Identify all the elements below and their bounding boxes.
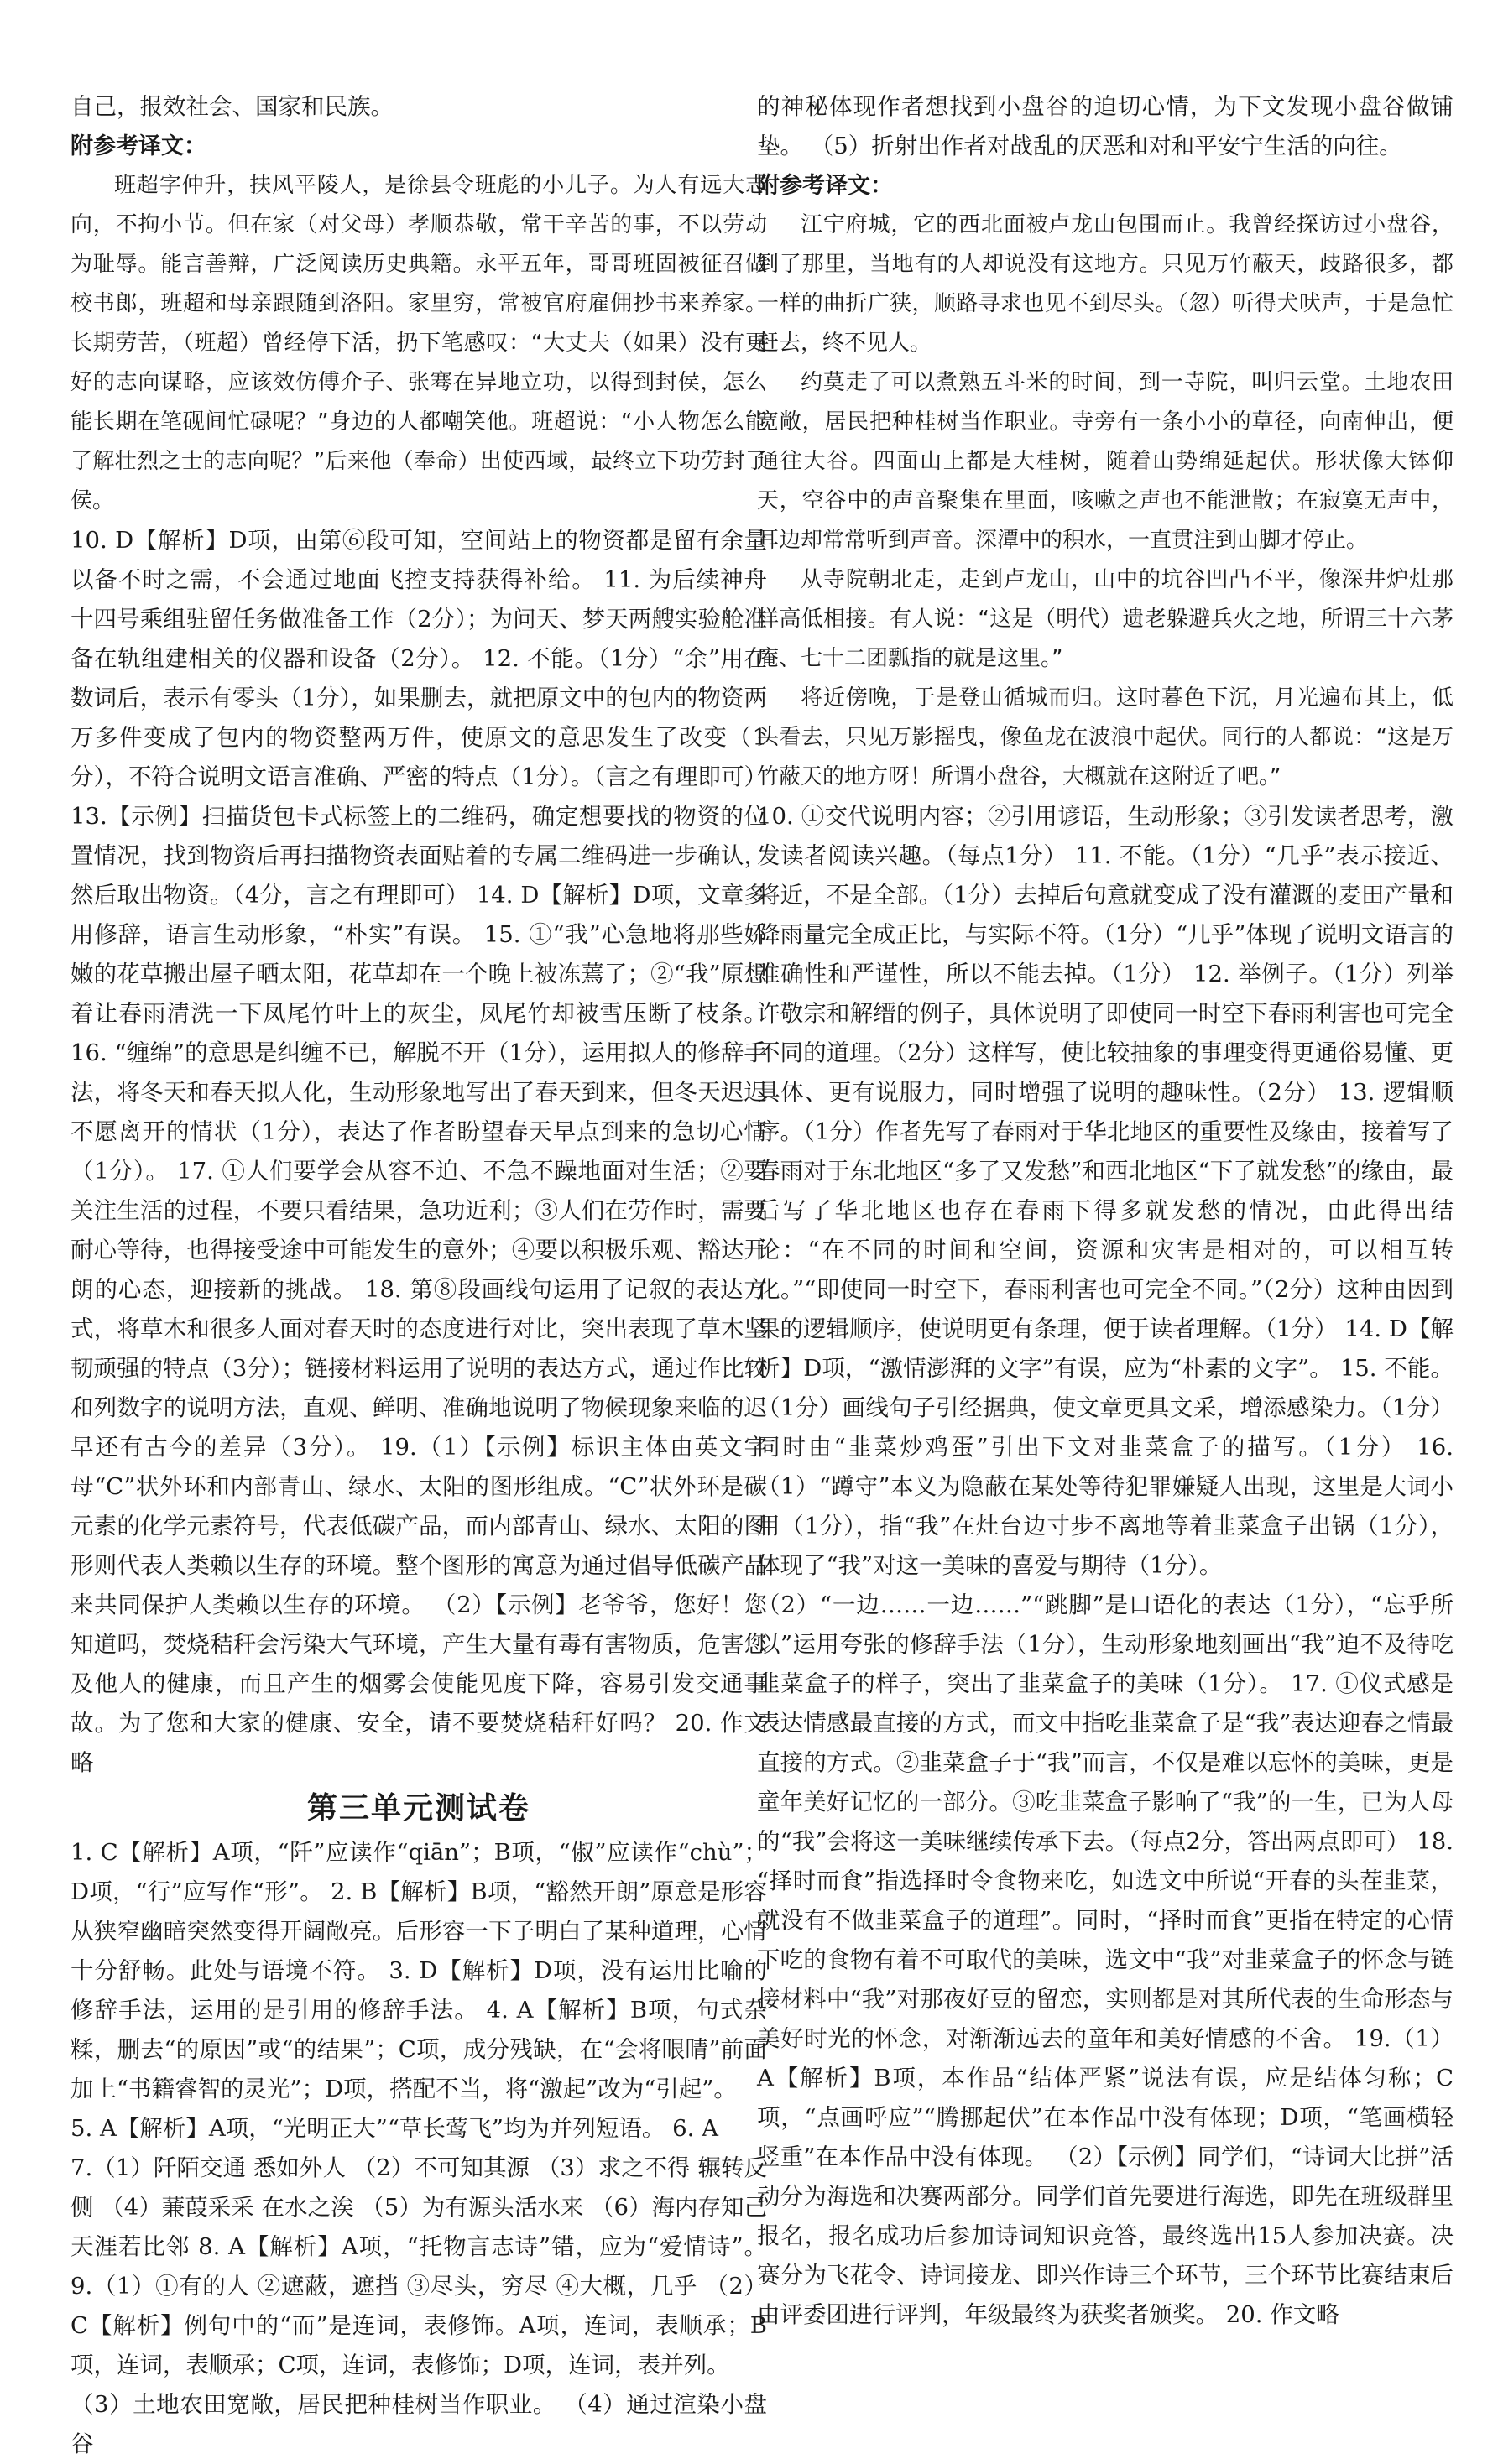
right-answers-16-20: （2）“一边……一边……”“跳脚”是口语化的表达（1分），“忘乎所以”运用夸张的修辞手法（1分），生动形象地刻画出“我”迫不及待吃韭菜盒子的样子，突出了韭菜盒子的美味（1分）。 17. ①仪式感是表达情感最直接的方式，而文中指吃韭菜盒子是“我”表达迎春之情最直接的方式。②韭菜盒子于“我”而言，不仅是难以忘怀的美味，更是童年美好记忆的一部分。③吃韭菜盒子影响了“我”的一生，已为人母的“我”会将这一美味继续传承下去。（每点2分，答出两点即可） 18. “择时而食”指选择时令食物来吃，如选文中所说“开春的头茬韭菜，就没有不做韭菜盒子的道理”。同时，“择时而食”更指在特定的心情下吃的食物有着不可取代的美味，选文中“我”对韭菜盒子的怀念与链接材料中“我”对那夜好豆的留恋，实则都是对其所代表的生命形态与美好时光的怀念，对渐渐远去的童年和美好情感的不舍。 19.（1）A【解析】B项，本作品“结体严紧”说法有误，应是结体匀称；C项，“点画呼应”“腾挪起伏”在本作品中没有体现；D项，“笔画横轻竖重”在本作品中没有体现。 （2）【示例】同学们，“诗词大比拼”活动分为海选和决赛两部分。同学们首先要进行海选，即先在班级群里报名，报名成功后参加诗词知识竞答，最终选出15人参加决赛。决赛分为飞花令、诗词接龙、即兴作诗三个环节，三个环节比赛结束后由评委团进行评判，年级最终为获奖者颁奖。 20. 作文略 bbox=[757, 1591, 1454, 2328]
right-translation-para-4: 将近傍晚，于是登山循城而归。这时暮色下沉，月光遍布其上，低头看去，只见万影摇曳，像鱼龙在波浪中起伏。同行的人都说：“这是万竹蔽天的地方呀！所谓小盘谷，大概就在这附近了吧。” bbox=[757, 685, 1454, 789]
left-translation-text: 班超字仲升，扶风平陵人，是徐县令班彪的小儿子。为人有远大志向，不拘小节。但在家（对父母）孝顺恭敬，常干辛苦的事，不以劳动为耻辱。能言善辩，广泛阅读历史典籍。永平五年，哥哥班固被征召做校书郎，班超和母亲跟随到洛阳。家里穷，常被官府雇佣抄书来养家。长期劳苦，（班超）曾经停下活，扔下笔感叹：“大丈夫（如果）没有更好的志向谋略，应该效仿傅介子、张骞在异地立功，以得到封侯，怎么能长期在笔砚间忙碌呢？”身边的人都嘲笑他。班超说：“小人物怎么能了解壮烈之士的志向呢？”后来他（奉命）出使西域，最终立下功劳封了侯。 bbox=[70, 173, 767, 513]
right-continuation: 的神秘体现作者想找到小盘谷的迫切心情，为下文发现小盘谷做铺垫。 （5）折射出作者对战乱的厌恶和对和平安宁生活的向往。 bbox=[757, 93, 1454, 159]
section-title-unit3: 第三单元测试卷 bbox=[306, 1791, 530, 1826]
left-answers-unit2: 10. D【解析】D项，由第⑥段可知，空间站上的物资都是留有余量以备不时之需，不会通过地面飞控支持获得补给。 11. 为后续神舟十四号乘组驻留任务做准备工作（2分）；为问天、梦天两艘实验舱准备在轨组建相关的仪器和设备（2分）。 12. 不能。（1分）“余”用在数词后，表示有零头（1分），如果删去，就把原文中的包内的物资两万多件变成了包内的物资整两万件，使原文的意思发生了改变（1分），不符合说明文语言准确、严密的特点（1分）。（言之有理即可） 13.【示例】扫描货包卡式标签上的二维码，确定想要找的物资的位置情况，找到物资后再扫描物资表面贴着的专属二维码进一步确认，然后取出物资。（4分，言之有理即可） 14. D【解析】D项，文章多用修辞，语言生动形象，“朴实”有误。 15. ①“我”心急地将那些娇嫩的花草搬出屋子晒太阳，花草却在一个晚上被冻蔫了；②“我”原想着让春雨清洗一下凤尾竹叶上的灰尘，凤尾竹却被雪压断了枝条。 16. “缠绵”的意思是纠缠不已，解脱不开（1分），运用拟人的修辞手法，将冬天和春天拟人化，生动形象地写出了春天到来，但冬天迟迟不愿离开的情状（1分），表达了作者盼望春天早点到来的急切心情（1分）。 17. ①人们要学会从容不迫、不急不躁地面对生活；②要关注生活的过程，不要只看结果，急功近利；③人们在劳作时，需要耐心等待，也得接受途中可能发生的意外；④要以积极乐观、豁达开朗的心态，迎接新的挑战。 18. 第⑧段画线句运用了记叙的表达方式，将草木和很多人面对春天时的态度进行对比，突出表现了草木坚韧顽强的特点（3分）；链接材料运用了说明的表达方式，通过作比较和列数字的说明方法，直观、鲜明、准确地说明了物候现象来临的迟早还有古今的差异（3分）。 19.（1）【示例】标识主体由英文字母“C”状外环和内部青山、绿水、太阳的图形组成。“C”状外环是碳元素的化学元素符号，代表低碳产品，而内部青山、绿水、太阳的图形则代表人类赖以生存的环境。整个图形的寓意为通过倡导低碳产品来共同保护人类赖以生存的环境。 （2）【示例】老爷爷，您好！您知道吗，焚烧秸秆会污染大气环境，产生大量有毒有害物质，危害您及他人的健康，而且产生的烟雾会使能见度下降，容易引发交通事故。为了您和大家的健康、安全，请不要焚烧秸秆好吗？ 20. 作文略 bbox=[70, 527, 767, 1776]
right-translation-para-1: 江宁府城，它的西北面被卢龙山包围而止。我曾经探访过小盘谷，到了那里，当地有的人却说没有这地方。只见万竹蔽天，歧路很多，都一样的曲折广狭，顺路寻求也见不到尽头。（忽）听得犬吠声，于是急忙赶去，终不见人。 bbox=[757, 212, 1454, 356]
left-column bbox=[70, 87, 767, 2464]
right-translation-heading: 附参考译文： bbox=[757, 173, 893, 199]
right-translation-para-2: 约莫走了可以煮熟五斗米的时间，到一寺院，叫归云堂。土地农田宽敞，居民把种桂树当作职业。寺旁有一条小小的草径，向南伸出，便通往大谷。四面山上都是大桂树，随着山势绵延起伏。形状像大钵仰天，空谷中的声音聚集在里面，咳嗽之声也不能泄散；在寂寞无声中，耳边却常常听到声音。深潭中的积水，一直贯注到山脚才停止。 bbox=[757, 370, 1454, 553]
left-translation-heading: 附参考译文： bbox=[70, 133, 206, 159]
right-translation-para-3: 从寺院朝北走，走到卢龙山，山中的坑谷凹凸不平，像深井炉灶那样高低相接。有人说：“这是（明代）遗老躲避兵火之地，所谓三十六茅庵、七十二团瓢指的就是这里。” bbox=[757, 567, 1454, 671]
left-continuation: 自己，报效社会、国家和民族。 bbox=[70, 93, 394, 120]
right-column bbox=[757, 87, 1454, 2335]
left-answers-5-6: 5. A【解析】A项，“光明正大”“草长莺飞”均为并列短语。 6. A bbox=[70, 2115, 719, 2142]
left-answers-9-3: （3）土地农田宽敞，居民把种桂树当作职业。 （4）通过渲染小盘谷 bbox=[70, 2391, 767, 2457]
left-answers-1-4: 1. C【解析】A项，“阡”应读作“qiān”；B项，“俶”应读作“chù”；D项，“行”应写作“形”。 2. B【解析】B项，“豁然开朗”原意是形容从狭窄幽暗突然变得开阔敞亮。后形容一下子明白了某种道理，心情十分舒畅。此处与语境不符。 3. D【解析】D项，没有运用比喻的修辞手法，运用的是引用的修辞手法。 4. A【解析】B项，句式杂糅，删去“的原因”或“的结果”；C项，成分残缺，在“会将眼睛”前面加上“书籍睿智的灵光”；D项，搭配不当，将“激起”改为“引起”。 bbox=[70, 1839, 767, 2102]
left-answers-7-9: 7.（1）阡陌交通 悉如外人 （2）不可知其源 （3）求之不得 辗转反侧 （4）蒹葭采采 在水之涘 （5）为有源头活水来 （6）海内存知己 天涯若比邻 8. A【解析】A项，“托物言志诗”错，应为“爱情诗”。 9.（1）①有的人 ②遮蔽，遮挡 ③尽头，穷尽 ④大概，几乎 （2）C【解析】例句中的“而”是连词，表修饰。A项，连词，表顺承；B项，连词，表顺承；C项，连词，表修饰；D项，连词，表并列。 bbox=[70, 2154, 767, 2378]
right-answers-10-16: 10. ①交代说明内容；②引用谚语，生动形象；③引发读者思考，激发读者阅读兴趣。（每点1分） 11. 不能。（1分）“几乎”表示接近、将近，不是全部。（1分）去掉后句意就变成了没有灌溉的麦田产量和降雨量完全成正比，与实际不符。（1分）“几乎”体现了说明文语言的准确性和严谨性，所以不能去掉。（1分） 12. 举例子。（1分）列举许敬宗和解缙的例子，具体说明了即使同一时空下春雨利害也可完全不同的道理。（2分）这样写，使比较抽象的事理变得更通俗易懂、更具体、更有说服力，同时增强了说明的趣味性。（2分） 13. 逻辑顺序。（1分）作者先写了春雨对于华北地区的重要性及缘由，接着写了春雨对于东北地区“多了又发愁”和西北地区“下了就发愁”的缘由，最后写了华北地区也存在春雨下得多就发愁的情况，由此得出结论：“在不同的时间和空间，资源和灾害是相对的，可以相互转化。”“即使同一时空下，春雨利害也可完全不同。”（2分）这种由因到果的逻辑顺序，使说明更有条理，便于读者理解。（1分） 14. D【解析】D项，“激情澎湃的文字”有误，应为“朴素的文字”。 15. 不能。（1分）画线句子引经据典，使文章更具文采，增添感染力。（1分）同时由“韭菜炒鸡蛋”引出下文对韭菜盒子的描写。（1分） 16.（1）“蹲守”本义为隐蔽在某处等待犯罪嫌疑人出现，这里是大词小用（1分），指“我”在灶台边寸步不离地等着韭菜盒子出锅（1分），体现了“我”对这一美味的喜爱与期待（1分）。 bbox=[757, 803, 1454, 1579]
